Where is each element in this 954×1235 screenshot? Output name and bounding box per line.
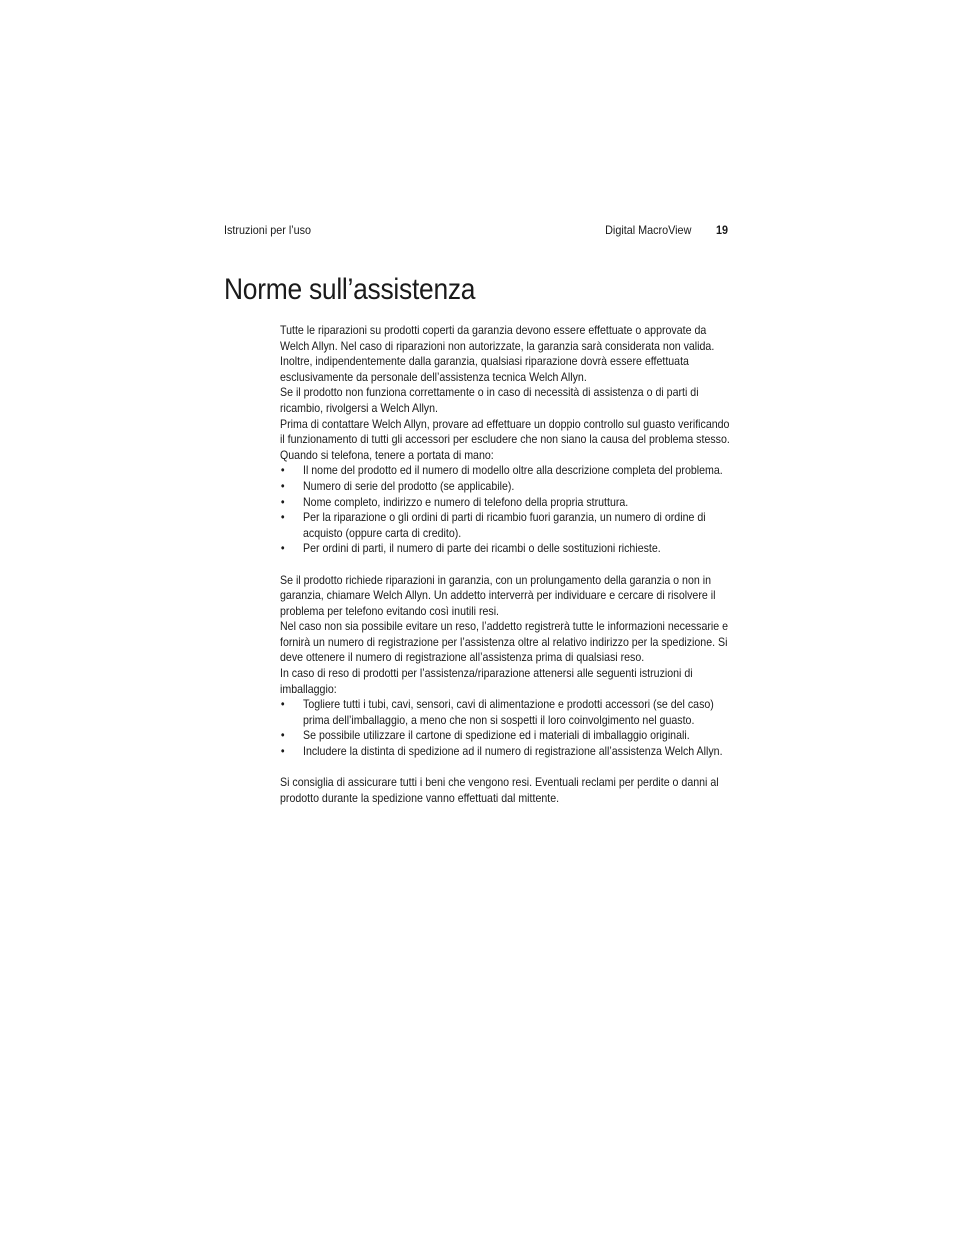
list-item — [280, 744, 731, 760]
spacer — [280, 557, 731, 573]
bullet-list — [280, 697, 731, 759]
list-item — [280, 463, 731, 479]
paragraph: Prima di contattare Welch Allyn, provare ad effettuare un doppio controllo sul guasto verificando il funzionamento di tutti gli accessori per escludere che non siano la causa del problema stesso. Quando si telefona, tenere a portata di mano: — [280, 416, 730, 462]
list-item — [280, 495, 731, 511]
page-title: Norme sull’assistenza — [224, 273, 476, 306]
paragraph: Tutte le riparazioni su prodotti coperti da garanzia devono essere effettuate o approvate da Welch Allyn. Nel caso di riparazioni non autorizzate, la garanzia sarà considerata non valida. Inoltre, indipendentemente dalla garanzia, qualsiasi riparazione dovrà essere effettuata esclusivamente da personale dell’assistenza tecnica Welch Allyn. — [280, 323, 715, 384]
list-item — [280, 728, 731, 744]
bullet-icon: • — [280, 463, 285, 478]
bullet-icon: • — [280, 510, 285, 525]
document-body — [280, 323, 731, 806]
bullet-icon: • — [280, 478, 285, 493]
bullet-icon: • — [280, 541, 285, 556]
list-item-text: Includere la distinta di spedizione ad il numero di registrazione all’assistenza Welch Allyn. — [303, 744, 723, 759]
paragraph: Se il prodotto non funziona correttamente o in caso di necessità di assistenza o di parti di ricambio, rivolgersi a Welch Allyn. — [280, 385, 699, 415]
bullet-icon: • — [280, 744, 285, 759]
list-item-text: Se possibile utilizzare il cartone di spedizione ed i materiali di imballaggio originali. — [303, 728, 690, 743]
header-right — [605, 221, 728, 239]
list-item — [280, 541, 731, 557]
list-item-text: Nome completo, indirizzo e numero di telefono della propria struttura. — [303, 494, 629, 509]
list-item-text: Per ordini di parti, il numero di parte dei ricambi o delle sostituzioni richieste. — [303, 541, 661, 556]
list-item — [280, 697, 731, 728]
list-item — [280, 510, 731, 541]
header-product-name: Digital MacroView — [605, 223, 692, 237]
bullet-icon: • — [280, 728, 285, 743]
list-item-text: Il nome del prodotto ed il numero di modello oltre alla descrizione completa del problema. — [303, 463, 723, 478]
paragraph: Se il prodotto richiede riparazioni in garanzia, con un prolungamento della garanzia o non in garanzia, chiamare Welch Allyn. Un addetto interverrà per individuare e cercare di risolvere il problema per telefono evitando così inutili resi. — [280, 572, 716, 618]
list-item — [280, 479, 731, 495]
list-item-text: Numero di serie del prodotto (se applicabile). — [303, 478, 515, 493]
paragraph: In caso di reso di prodotti per l’assistenza/riparazione attenersi alle seguenti istruzioni di imballaggio: — [280, 666, 693, 696]
bullet-icon: • — [280, 494, 285, 509]
paragraph: Si consiglia di assicurare tutti i beni che vengono resi. Eventuali reclami per perdite o danni al prodotto durante la spedizione vanno effettuati dal mittente. — [280, 775, 719, 805]
page-header — [224, 221, 728, 239]
paragraph: Nel caso non sia possibile evitare un reso, l’addetto registrerà tutte le informazioni necessarie e fornirà un numero di registrazione per l’assistenza oltre al relativo indirizzo per la spedizione. Si deve ottenere il numero di registrazione all’assistenza prima di qualsiasi reso. — [280, 619, 729, 665]
spacer — [280, 760, 731, 776]
list-item-text: Per la riparazione o gli ordini di parti di ricambio fuori garanzia, un numero di ordine di acquisto (oppure carta di credito). — [303, 510, 706, 540]
header-document-type: Istruzioni per l’uso — [224, 223, 312, 237]
page-number: 19 — [715, 223, 728, 237]
bullet-icon: • — [280, 697, 285, 712]
bullet-list — [280, 463, 731, 557]
list-item-text: Togliere tutti i tubi, cavi, sensori, cavi di alimentazione e prodotti accessori (se del caso) prima dell’imballaggio, a meno che non si sospetti il loro coinvolgimento nel guasto. — [303, 697, 714, 727]
